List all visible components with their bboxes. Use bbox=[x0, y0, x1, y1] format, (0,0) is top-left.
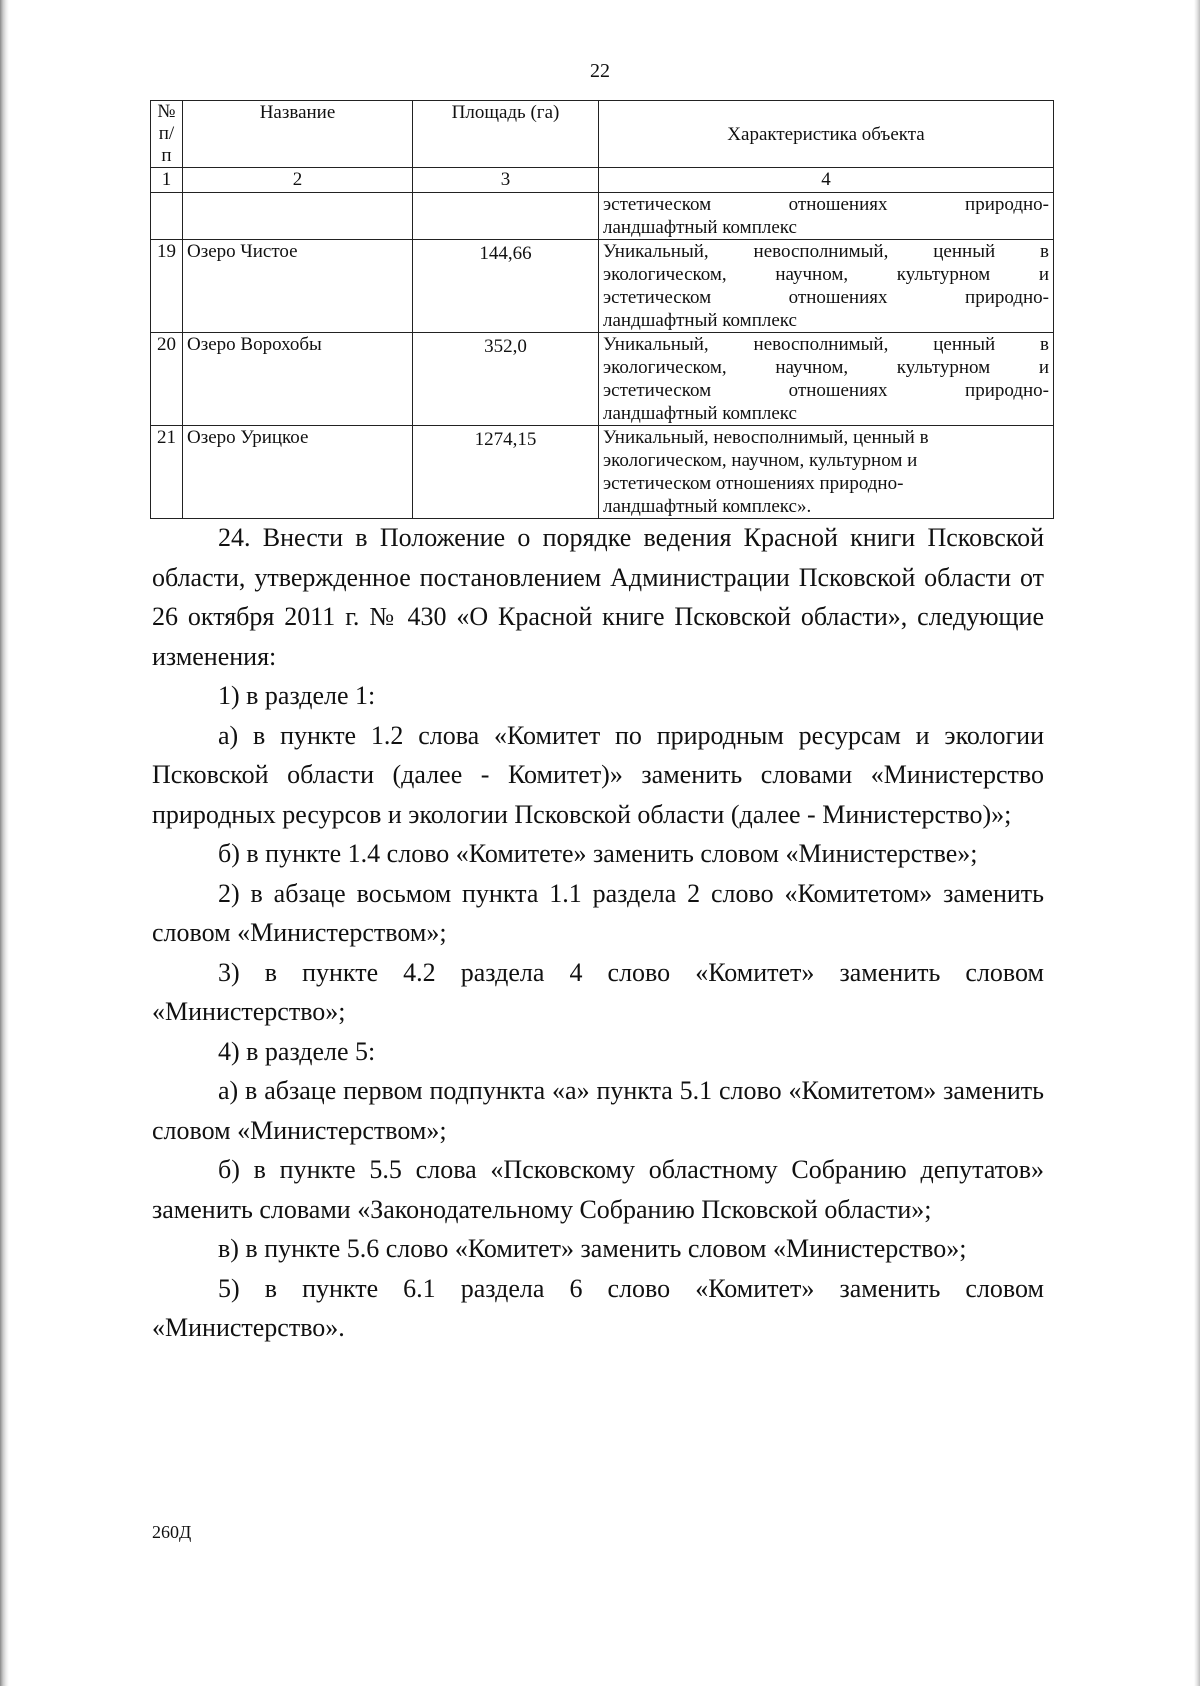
table-header-row bbox=[151, 101, 1054, 168]
cell-num: 21 bbox=[151, 426, 183, 519]
paragraph: б) в пункте 5.5 слова «Псковскому областному Собранию депутатов» заменить словами «Законодательному Собранию Псковской области»; bbox=[152, 1155, 1044, 1224]
table-row bbox=[151, 333, 1054, 426]
cell-num: 20 bbox=[151, 333, 183, 426]
table-row bbox=[151, 426, 1054, 519]
table-row bbox=[151, 240, 1054, 333]
cell-name: Озеро Чистое bbox=[183, 240, 413, 333]
page-number: 22 bbox=[590, 60, 610, 82]
cell-characteristic: эстетическом отношениях природно- ландшафтный комплекс bbox=[599, 193, 1054, 240]
index-cell: 1 bbox=[151, 168, 183, 193]
amendment-text bbox=[152, 518, 1044, 1348]
header-name: Название bbox=[183, 101, 413, 168]
cell-characteristic: Уникальный, невосполнимый, ценный в экологическом, научном, культурном и эстетическом отношениях природно- ландшафтный комплекс bbox=[599, 240, 1054, 333]
cell-name bbox=[183, 193, 413, 240]
header-area: Площадь (га) bbox=[413, 101, 599, 168]
cell-area: 352,0 bbox=[413, 333, 599, 426]
cell-characteristic: Уникальный, невосполнимый, ценный в экологическом, научном, культурном и эстетическом отношениях природно- ландшафтный комплекс bbox=[599, 333, 1054, 426]
cell-name: Озеро Урицкое bbox=[183, 426, 413, 519]
paragraph: 5) в пункте 6.1 раздела 6 слово «Комитет» заменить словом «Министерство». bbox=[152, 1273, 1044, 1342]
document-code: 260Д bbox=[152, 1522, 192, 1542]
paragraph-24: 24. Внести в Положение о порядке ведения Красной книги Псковской области, утвержденное постановлением Администрации Псковской области от 26 октября 2011 г. № 430 «О Красной книге Псковской области», следующие изменения: bbox=[152, 523, 1044, 671]
header-num: № п/п bbox=[151, 101, 183, 168]
table-index-row bbox=[151, 168, 1054, 193]
index-cell: 3 bbox=[413, 168, 599, 193]
cell-num bbox=[151, 193, 183, 240]
paragraph: в) в пункте 5.6 слово «Комитет» заменить словом «Министерство»; bbox=[218, 1234, 967, 1263]
table-row-continuation bbox=[151, 193, 1054, 240]
index-cell: 2 bbox=[183, 168, 413, 193]
cell-area: 1274,15 bbox=[413, 426, 599, 519]
cell-area bbox=[413, 193, 599, 240]
paragraph: б) в пункте 1.4 слово «Комитете» заменить словом «Министерстве»; bbox=[218, 839, 978, 868]
cell-num: 19 bbox=[151, 240, 183, 333]
paragraph: 4) в разделе 5: bbox=[218, 1036, 376, 1066]
index-cell: 4 bbox=[599, 168, 1054, 193]
paragraph: а) в пункте 1.2 слова «Комитет по природным ресурсам и экологии Псковской области (далее - Комитет)» заменить словами «Министерство природных ресурсов и экологии Псковской области (далее - Министерство)»; bbox=[152, 720, 1044, 829]
paragraph: а) в абзаце первом подпункта «а» пункта 5.1 слово «Комитетом» заменить словом «Министерством»; bbox=[152, 1076, 1044, 1145]
cell-name: Озеро Ворохобы bbox=[183, 333, 413, 426]
scan-edge-right bbox=[1194, 0, 1200, 1686]
header-characteristic: Характеристика объекта bbox=[599, 101, 1054, 168]
paragraph: 3) в пункте 4.2 раздела 4 слово «Комитет» заменить словом «Министерство»; bbox=[152, 957, 1044, 1026]
scan-edge-left bbox=[0, 0, 9, 1686]
paragraph: 2) в абзаце восьмом пункта 1.1 раздела 2 слово «Комитетом» заменить словом «Министерством»; bbox=[152, 878, 1044, 947]
cell-characteristic: Уникальный, невосполнимый, ценный в экологическом, научном, культурном и эстетическом отношениях природно- ландшафтный комплекс». bbox=[599, 426, 1054, 519]
cell-area: 144,66 bbox=[413, 240, 599, 333]
paragraph: 1) в разделе 1: bbox=[218, 681, 376, 710]
objects-table bbox=[150, 100, 1054, 519]
